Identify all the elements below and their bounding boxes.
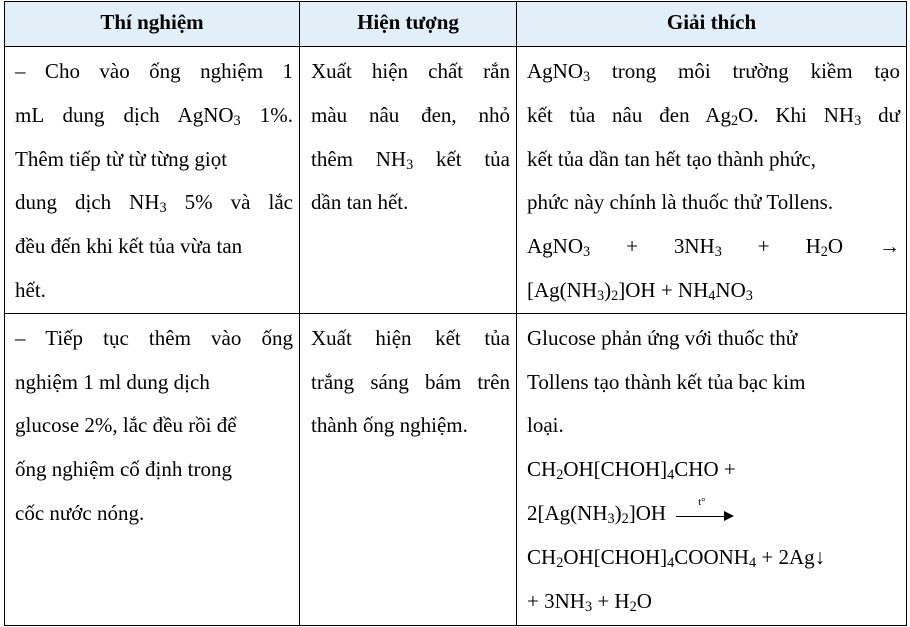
text-line: kết tủa dần tan hết tạo thành phức,: [527, 146, 816, 171]
text-line: ống nghiệm cố định trong: [15, 457, 232, 482]
text-line: dần tan hết.: [311, 190, 409, 215]
experiment-table: [4, 1, 907, 626]
text-line: dung dịch $NH_3$ 5% và lắc: [15, 190, 293, 217]
text-line: – Cho vào ống nghiệm 1: [15, 59, 293, 83]
equation-line: + $3NH_3 + H_2O$: [527, 588, 652, 615]
phenomenon-cell: [300, 313, 517, 625]
text-line: trắng sáng bám trên: [311, 369, 510, 394]
text-line: thêm $NH_3$ kết tủa: [311, 146, 510, 173]
text-line: glucose 2%, lắc đều rồi để: [15, 413, 237, 438]
text-line: cốc nước nóng.: [15, 500, 145, 525]
text-line: đều đến khi kết tủa vừa tan: [15, 234, 243, 259]
text-line: màu nâu đen, nhỏ: [311, 102, 510, 127]
text-line: mL dung dịch AgNO$_3$ 1%.: [15, 102, 293, 129]
text-line: Glucose phản ứng với thuốc thử: [527, 325, 798, 350]
text-line: AgNO$_3$ trong môi trường kiềm tạo: [527, 59, 900, 85]
header-explanation: Giải thích: [517, 2, 907, 47]
equation-line: $CH_2OH[CHOH]_4COONH_4$ + 2Ag↓: [527, 544, 826, 571]
header-row: [5, 2, 907, 47]
text-line: kết tủa nâu đen $Ag_2O$. Khi $NH_3$ dư: [527, 102, 900, 129]
text-line: Xuất hiện kết tủa: [311, 325, 510, 350]
table-row: [5, 313, 907, 625]
experiment-cell: [5, 47, 300, 314]
text-line: thành ống nghiệm.: [311, 413, 468, 438]
text-line: phức này chính là thuốc thử Tollens.: [527, 190, 834, 215]
phenomenon-cell: [300, 47, 517, 314]
heat-arrow-icon: t°: [676, 508, 734, 522]
equation-line: $2[Ag(NH_3)_2]OH$ t°: [527, 492, 900, 536]
table-row: [5, 47, 907, 314]
header-experiment: Thí nghiệm: [5, 2, 300, 47]
text-line: Xuất hiện chất rắn: [311, 59, 510, 83]
text-line: Thêm tiếp từ từ từng giọt: [15, 146, 228, 171]
text-line: nghiệm 1 ml dung dịch: [15, 369, 210, 394]
experiment-cell: [5, 313, 300, 625]
equation-line: AgNO$_3$ + $3NH_3$ + $H_2O$ →: [527, 234, 900, 261]
text-line: – Tiếp tục thêm vào ống: [15, 325, 293, 350]
text-line: hết.: [15, 277, 46, 302]
equation-line: $CH_2OH[CHOH]_4CHO$ +: [527, 457, 736, 484]
text-line: loại.: [527, 413, 564, 438]
explanation-cell: [517, 47, 907, 314]
header-phenomenon: Hiện tượng: [300, 2, 517, 47]
text-line: Tollens tạo thành kết tủa bạc kim: [527, 369, 806, 394]
equation-line: $[Ag(NH_3)_2]OH + NH_4NO_3$: [527, 277, 753, 304]
explanation-cell: [517, 313, 907, 625]
